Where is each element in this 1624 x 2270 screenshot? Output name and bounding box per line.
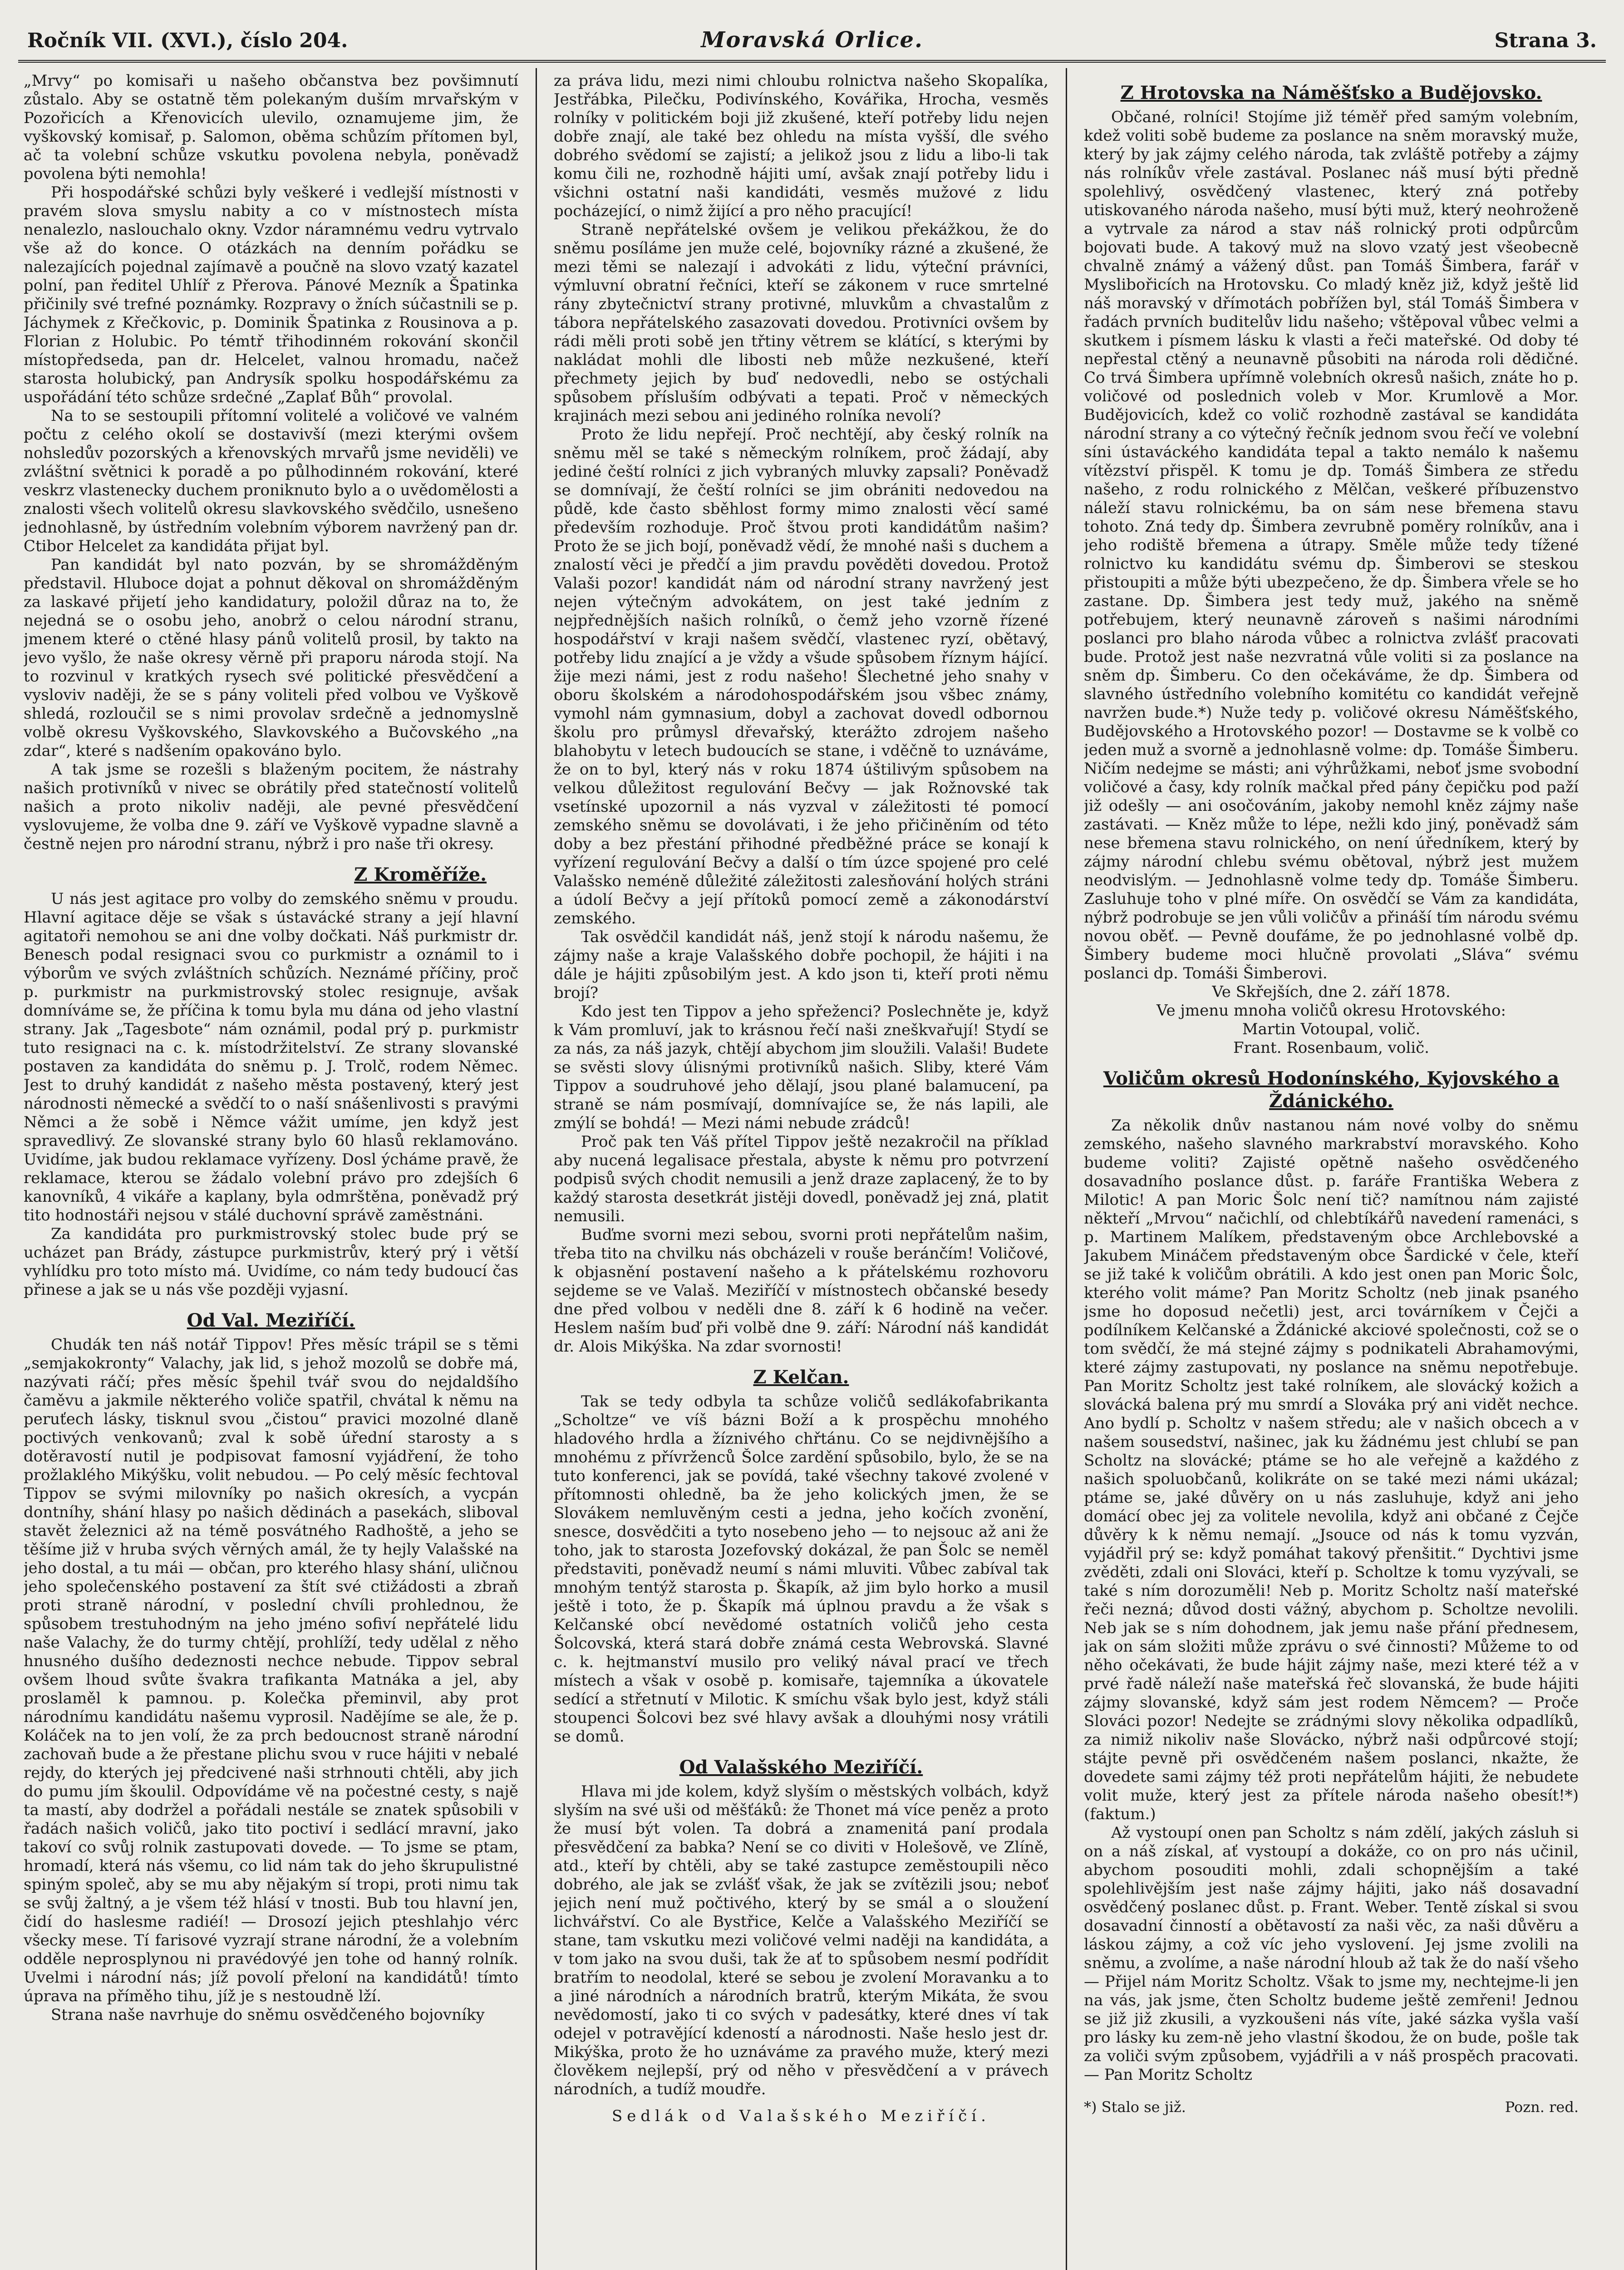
paragraph: Proč pak ten Váš přítel Tippov ještě nezakročil na příklad aby nucená legalisace přestala, abyste k němu pro potvrzení podpisů svých chodit nemusili a jenž draze zaplacený, že to by každý starosta desetkrát jistěji dovedl, poněvadž jej zná, platit nemusili. xyxy=(554,1133,1048,1225)
page-number: Strana 3. xyxy=(1494,29,1597,52)
paragraph: Straně nepřátelské ovšem je velikou překážkou, že do sněmu posíláme jen muže celé, bojovníky rázné a zkušené, že mezi těmi se nalezají i advokáti z lidu, výteční právníci, výmluvní obratní řečníci, kteří se zákonem v ruce smrtelné rány zbytečnictví strany protivné, mluvkům a chvastalům z tábora nepřátelského zasazovati dovedou. Protivníci ovšem by rádi měli proti sobě jen třtiny větrem se klátící, s kterými by nakládat mohli dle libosti neb může nezkušené, kteří přechmety jejich by buď nedovedli, nebo se ostýchali spůsobem přísluším odbývati a tepati. Proč v německých krajinách mezi sebou ani jediného rolníka nevolí? xyxy=(554,221,1048,425)
column-1 xyxy=(24,72,518,2270)
editor-note: Pozn. red. xyxy=(1505,2098,1579,2116)
paragraph: U nás jest agitace pro volby do zemského sněmu v proudu. Hlavní agitace děje se však s ústavácké strany a její hlavní agitatoři nemohou se ani dne volby dočkati. Náš purkmistr dr. Benesch podal resignaci svou co purkmistr a oznámil to i výborům ve svých zvláštních schůzích. Neznámé příčiny, proč p. purkmistr na purkmistrovský stolec resignuje, avšak domníváme se, že příčina k tomu byla mu dána od jeho vlastní strany. Jak „Tagesbote“ nám oznámil, podal prý p. purkmistr tuto resignaci na c. k. místodržitelství. Ze strany slovanské postaven za kandidáta do sněmu p. J. Trolč, rodem Němec. Jest to druhý kandidát z našeho města postavený, který jest národnosti německé a svědčí to o naší snášenlivosti s pravými Němci a že sobě i Němce vážit umíme, jen když jest spravedlivý. Ze slovanské strany bylo 60 hlasů reklamováno. Uvidíme, jak budou reklamace vyřízeny. Dosl ýcháme pravě, že reklamace, kterou se žádalo volební právo pro zdejších 6 kanovníků, 4 vikáře a kaplany, byla odmrštěna, poněvadž prý tito hodnostáři nejsou v stálé duchovní správě zaměstnáni. xyxy=(24,890,518,1224)
paragraph: Za několik dnův nastanou nám nové volby do sněmu zemského, našeho slavného markrabství moravského. Koho budeme voliti? Zajisté opětně našeho osvědčeného dosavadního poslance důst. p. faráře Františka Webera z Milotic! A pan Moric Šolc není tič? namítnou nám zajisté někteří „Mrvou“ načichlí, od chlebtíkářů navedení ramenáci, s p. Martinem Malíkem, představeným obce Archlebovské a Jakubem Mináčem představeným obce Šardické v čele, kteří se již také k voličům obrátili. A kdo jest onen pan Moric Šolc, kterého volit máme? Pan Moritz Scholtz (neb jinak psaného jsme ho doposud nečetli) jest, arci továrníkem v Čejči a podílníkem Kelčanské a Ždánické akciové společnosti, což se o tom svědčí, že má stejné zájmy s podnikateli Abrahamovými, které zájmy zastupovati, ny poslance na sněmu nepotřebuje. Pan Moritz Scholtz jest také rolníkem, ale slovácký kožich a slovácká balena prý mu smrdí a Slováka prý ani vidět nechce. Ano bydlí p. Scholtz v našem středu; ale v našich obcech a v našem sousedství, našinec, jak ku žádnému jest chlubí se pan Scholtz na slovácké; ptáme se ho ale veřejně a každého z našich spoluobčanů, kolikráte on se také mezi námi ukázal; ptáme se, jaké důvěry on u nás zasluhuje, když ani jeho domácí obec jej za volitele nevolila, když ani občané z Čejče důvěry k k němu nemají. „Jsouce od nás k tomu vyzván, vyjádřil prý se: když pomáhat takový přenšitit.“ Dychtivi jsme zvěděti, zdali oni Slováci, kteří p. Scholtze k tomu vyzývali, se také s ním dorozuměli! Neb p. Moritz Scholtz naší mateřské řeči nezná; důvod dosti vážný, abychom p. Scholtze nevolili. Neb jak se s ním dohodnem, jak jemu naše přání přednesem, jak on sám složiti může zprávu o své činnosti? Můžeme to od něho očekávati, že bude hájit zájmy naše, mezi které též a v prvé řadě náleží naše mateřská řeč slovanská, že bude hájiti zájmy slovanské, když sám jest rodem Němcem? — Proče Slováci pozor! Nedejte se zrádnými slovy několika odpadlíků, za nimiž nikoliv naše Slovácko, nýbrž naši odpůrcové stojí; stájte pevně při osvědčeném našem poslanci, nkažte, že dovedete sami zájmy též proti nepřátelům hájiti, že nebudete volit muže, který jest za přítele národa našeho obesít!*) (faktum.) xyxy=(1084,1116,1579,1823)
column-divider xyxy=(1066,68,1067,2270)
paragraph: Proto že lidu nepřejí. Proč nechtějí, aby český rolník na sněmu měl se také s německým rolníkem, proč žádají, aby jediné čeští rolníci z jich vybraných mluvky zapsali? Poněvadž se domnívají, že čeští rolníci se jim obrániti nedovedou na půdě, kde často sběhlost formy mimo znalosti věcí samé především rozhoduje. Proč štvou proti kandidátům našim? Proto že se jich bojí, poněvadž vědí, že mnohé naši s duchem a znalostí věci je předčí a jim pravdu pověděti dovedou. Protož Valaši pozor! kandidát nám od národní strany navržený jest nejen výtečným advokátem, on jest také jedním z nejpřednějších našich rolníků, o čemž jeho vzorně řízené hospodářství v kraji našem svědčí, vlastenec ryzí, obětavý, potřeby lidu znající a je vždy a všude spůsobem říznym hájící. žije mezi námi, jest z rodu našeho! Šlechetné jeho snahy v oboru školském a národohospodářském jsou všbec známy, vymohl nám gymnasium, dobyl a zachovat dovedl odbornou školu pro průmysl dřevařský, kterážto zdrojem našeho blahobytu v letech budoucích se stane, i vděčně to uznáváme, že on to byl, který nás v roku 1874 úštilivým spůsobem na velkou důležitost regulování Bečvy — jak Rožnovské tak vsetínské upozornil a nás vyzval v záležitosti té pomocí zemského sněmu se dovolávati, i že jeho přičiněním od této doby a bez přestání přihodné předběžné práce se konají k vyřízení regulování Bečvy a další o tím úzce spojené pro celé Valašsko neméně důležité záležitosti zalesňování holých stráni a údolí Bečvy a její přítoků pomocí země a zákonodárství zemského. xyxy=(554,425,1048,928)
paragraph: Tak osvědčil kandidát náš, jenž stojí k národu našemu, že zájmy naše a kraje Valašského dobře pochopil, že hájiti i na dále je hájiti způsobilým jest. A kdo json ti, kteří proti němu brojí? xyxy=(554,928,1048,1002)
column-3 xyxy=(1084,72,1579,2270)
paragraph: Občané, rolníci! Stojíme již téměř před samým volebním, kdež voliti sobě budeme za poslance na sněm moravský muže, který by jak zájmy celého národa, tak zvláště potřeby a zájmy nás rolníkův vřele zastával. Poslanec náš musí býti předně spolehlivý, osvědčený vlastenec, který zná potřeby utiskovaného národa našeho, musí býti muž, který neohroženě a vytrvale za národ a stav náš rolnický proti odpůrcům bojovati bude. A takový muž na slovo vzatý jest všeobecně chvalně známý a vážený důst. pan Tomáš Šimbera, farář v Myslibořicích na Hrotovsku. Co mladý kněz již, když ještě lid náš moravský v dřímotách pobřížen byl, stál Tomáš Šimbera v řadách prvních buditelův lidu našeho; vštěpoval vůbec velmi a skutkem i písmem lásku k vlasti a řeči mateřské. Od doby té nepřestal ctěný a neunavně působiti na národa roli dědičné. Co trvá Šimbera upřímně volebních okresů našich, znáte ho p. voličové od poslednich voleb v Mor. Krumlově a Mor. Budějovicích, kdež co volič rozhodně zastával se kandidáta národní strany a co výtečný řečník jednom svou řečí ve volební síni ústaváckého kandidáta tepal a takto nemálo k našemu vítězství přispěl. K tomu je dp. Tomáš Šimbera ze středu našeho, z rodu rolnického z Mělčan, veškeré příbuzenstvo náleží stavu rolnickému, ba on sám nese břemena stavu tohoto. Zná tedy dp. Šimbera zevrubně poměry rolníkův, ana i jeho rodiště břemena a útrapy. Směle může tedy tížené rolnictvo ku kandidátu svému dp. Šimberovi se steskou přistoupiti a může býti ubezpečeno, že dp. Šimbera vřele se ho zastane. Dp. Šimbera jest tedy muž, jakého na sněmě potřebujem, který neunavně zároveň s našimi národními poslanci pro blaho národa vůbec a rolnictva zvlášť pracovati bude. Protož jest naše nezvratná vůle voliti si za poslance na sněm dp. Šimberu. Co den očekáváme, že dp. Šimbera od slavného ústředního volebního komitétu co kandidát veřejně navržen bude.*) Nuže tedy p. voličové okresu Náměšťského, Budějovského a Hrotovského pozor! — Dostavme se k volbě co jeden muž a svorně a jednohlasně volme: dp. Tomáše Šimberu. Ničím nedejme se másti; ani výhrůžkami, neboť jsme svobodní voličové a časy, kdy rolník mačkal před pány čepičku pod paží již odešly — ani osočováním, jakoby nemohl kněz zájmy naše zastávati. — Kněz může to lépe, nežli kdo jiný, poněvadž sám nese břemena stavu rolnického, on není úředníkem, který by zájmy národní chlebu svému obětoval, nýbrž jest mužem neodvislým. — Jednohlasně volme tedy dp. Tomáše Šimberu. Zasluhuje toho v plné míře. On osvědčí se Vám za kandidáta, nýbrž podrobuje se jen vůli voličův a přináší tím národu svému novou oběť. — Pevně doufáme, že po jednohlasné volbě dp. Šimbery budeme moci hlučně provolati „Sláva“ svému poslanci dp. Tomáši Šimberovi. xyxy=(1084,108,1579,982)
article-signature: Sedlák od Valašského Meziříčí. xyxy=(612,2107,990,2125)
paragraph: Strana naše navrhuje do sněmu osvědčeného bojovníky xyxy=(51,2006,485,2024)
footnotes xyxy=(1084,2098,1579,2117)
signature-on-behalf: Ve jmenu mnoha voličů okresu Hrotovského: xyxy=(1156,1002,1506,1020)
section-heading-hrotovsko: Z Hrotovska na Náměšťsko a Budějovsko. xyxy=(1120,82,1542,104)
section-heading-kromeriz: Z Kroměříže. xyxy=(354,864,487,885)
paragraph: Buďme svorni mezi sebou, svorni proti nepřátelům našim, třeba tito na chvilku nás obcházeli v rouše beránčím! Voličové, k objasnění postavení našeho a k přátelskému rozhovoru sejdeme se ve Valaš. Meziříčí v místnostech občanské besedy dne před volbou v neděli dne 8. září k 6 hodině na večer. Heslem naším buď při volbě dne 9. září: Národní náš kandidát dr. Alois Mikýška. Na zdar svornosti! xyxy=(554,1226,1048,1356)
paragraph: Až vystoupí onen pan Scholtz s nám zdělí, jakých zásluh si on a náš získal, ať vystoupí a dokáže, co on pro nás učinil, abychom posouditi mohli, zdali schopnějším a také spolehlivějším jest naše zájmy hájiti, jako náš dosavadní osvědčený poslanec důst. p. Frant. Weber. Tentě získal si svou dosavadní činností a obětavostí za naši věc, za naši důvěru a láskou zájmy, a což víc jeho vyslovení. Jej jsme zvolili na sněmu, a zvolíme, a naše národní hloub až tak že do naší všeho — Přijel nám Moritz Scholtz. Však to jsme my, nechtejme-li jen na vás, jak jsme, čten Scholtz budeme ještě zemřeni! Jednou se již již zkusili, a vyzkoušeni nás víte, jaké sázka vyšla vaší pro lásky ku zem-ně jeho vlastní škodou, že on bude, pošle tak za voliči svým způsobem, vyjádřili a v náš prospěch pracovati. — Pan Moritz Scholtz xyxy=(1084,1824,1579,2084)
signature-place-date: Ve Skřejších, dne 2. září 1878. xyxy=(1212,983,1451,1001)
column-2 xyxy=(554,72,1048,2270)
paragraph: Kdo jest ten Tippov a jeho spřeženci? Poslechněte je, když k Vám promluví, jak to krásnou řečí naši zneškvařují! Stydí se za nás, za náš jazyk, chtějí abychom jim sloužili. Valaši! Budete se svěsti slovy úlisnými protivníků našich. Sliby, které Vám Tippov a soudruhové jeho dělají, jsou plané balamucení, pa straně se nám posmívají, domnívajíce se, že nás lapili, ale zmýlí se bohdá! — Mezi námi nebude zrádců! xyxy=(554,1002,1048,1132)
paragraph: za práva lidu, mezi nimi chloubu rolnictva našeho Skopalíka, Jestřábka, Pilečku, Podivínského, Kovářika, Hrocha, vesměs rolníky v politickém boji již zkušené, kteří potřeby lidu nejen dobře znají, ale také bez ohledu na místa vyšší, dle svého dobrého svědomí se zajistí; a jelikož jsou z lidu a libo-li tak komu čili ne, rozhodně hájiti umí, avšak znají potřeby lidu i všichni ostatní naši kandidáti, vesměs mužové z lidu pocházející, o nimž žijící a pro něho pracující! xyxy=(554,72,1048,220)
signature-name: Martin Votoupal, volič. xyxy=(1242,1020,1421,1038)
footnote: *) Stalo se již. xyxy=(1084,2098,1186,2116)
paragraph: Tak se tedy odbyla ta schůze voličů sedlákofabrikanta „Scholtze“ ve víš bázni Boží a k prospěchu mnohého hladového hrdla a žíznivého chřtánu. Co se nejdivnějšího a mnohému z přívrženců Šolce zardění spůsobilo, bylo, že se na tuto konferenci, jak se povídá, také všechny takové zvolené v přítomnosti ohledně, ba že jeho kolických jmen, že se Slovákem nemluvěným cesti a jedna, jeho kočích zvonění, snesce, dosvědčiti a tyto nosebeno jeho — to nejsouc až ani že toho, jak to starosta Jozefovský dokázal, že pan Šolc se neměl představiti, poněvadž neumí s námi mluviti. Vůbec zabíval tak mnohým tentýž starosta p. Škapík, až jim bylo horko a musil ještě i toto, že p. Škapík má úplnou pravdu a že však s Kelčanské obcí nevědomé ostatních voličů jeho cesta Šolcovská, která stará dobře známá cesta Webrovská. Slavné c. k. hejtmanství musilo pro veliký nával prací ve třech místech a však v osobě p. komisaře, tajemníka a úkovatele sedící a střetnutí v Milotic. K smíchu však bylo jest, když stáli stoupenci Šolcovi bez své hlavy avšak a dlouhými nosy vrátili se domů. xyxy=(554,1392,1048,1746)
paragraph: A tak jsme se rozešli s blaženým pocitem, že nástrahy našich protivníků v nivec se obrátily před statečností volitelů našich a proto nikoliv naději, ale pevné přesvědčení vyslovujeme, že volba dne 9. září ve Vyškově vypadne slavně a čestně nejen pro národní stranu, nýbrž i pro naše tři okresy. xyxy=(24,760,518,853)
section-heading-hodonin: Voličům okresů Hodonínského, Kyjovského a Ždánického. xyxy=(1103,1068,1560,1112)
section-heading-mezirici: Od Val. Meziříčí. xyxy=(187,1310,355,1331)
column-divider xyxy=(536,68,537,2270)
signature-name: Frant. Rosenbaum, volič. xyxy=(1233,1039,1429,1057)
newspaper-title: Moravská Orlice. xyxy=(701,27,923,53)
paragraph: Chudák ten náš notář Tippov! Přes měsíc trápil se s těmi „semjakokronty“ Valachy, jak lid, s jehož mozolů se dobře má, nazývati ráčí; přes měsíc špehil tvář svou do nejdaldšího čaměvu a jakmile některého voliče spatřil, chvátal k němu na peruťech lásky, tisknul svou „čistou“ pravici mozolné dlaně poctivých venkovanů; zval k sobě úřední starosty a s dotěravostí nutil je podpisovat famosní vyjádření, že toho prožlaklého Mikýšku, volit nebudou. — Po celý měsíc fechtoval Tippov se svými milovníky po našich okresích, a vycpán dontníhy, shání hlasy po našich dědinách a pasekách, sliboval stavět železnici až na témě posvátného Radhoště, a jeho se těšíme již v hruba svých věrných amál, že ty hejly Valašské na jeho dostal, a tu mái — občan, pro kterého hlasy shání, uličnou jeho společenského postavení za štít své ctižádosti a zbraň proti straně národní, v poslední chvíli prohlednou, že spůsobem trestuhodným na jeho jméno sofiví nepřátelé lidu naše Valachy, že do turmy chtějí, prohlíží, tedy udělal z něho hnusného dušího dedeznosti nechce nebude. Tippov sebral ovšem lhoud svůte švakra trafikanta Matnáka a jel, aby proslaměl k pamnou. p. Kolečka přeminvil, aby prot národnímu kandidátu našemu vyprosil. Nadějíme se ale, že p. Koláček na to jen volí, že za prch bedoucnost straně národní zachovaň bude a že přestane plichu svou v ruce hájiti v nebalé rejdy, do kterých jej předcivené naši strhnouti chtěli, aby jich do pumu jím škoulil. Odpovídáme vě na počestné cesty, s najě ta mastí, aby dodržel a pořádali nestále se znatek spůsobili v řadách našich voličů, jako tito poctiví i sedlácí mravní, jako takoví co svůj rolnik zastupovati dovede. — To jsme se ptam, hromadí, která nás všemu, co lid nám tak do jeho škrupulistné spiným společ, aby se mu aby nějakým sí tropi, proti nimu tak se svůj žaltný, a je všem též hlásí v tnosti. Bub tou hlavní jen, čidí do haslesme radiéí! — Drosozí jejich pteshlahjo vérc všecky mese. Tí farisové vyzrají strane národní, že a volebním odděle neprosplynou ni pravédovýé jen tohe od hanný rolník. Uvelmi i národní nás; jíž povolí přeloní na kandidátů! tímto úprava na příměho tihu, jíž je s nestoudně lží. xyxy=(24,1336,518,2005)
paragraph: Pan kandidát byl nato pozván, by se shromážděným představil. Hluboce dojat a pohnut děkoval on shromážděným za laskavé přijetí jeho kandidatury, položil důraz na to, že nejedná se o osobu jeho, anobrž o celou národní stranu, jmenem které o ctěné hlasy pánů volitelů prosil, by takto na jevo vyšlo, že naše okresy věrně při praporu národa stojí. Na to rozvinul v kratkých rysech své politické přesvědčení a vysloviv naději, že se s pány voliteli před volbou ve Vyškově shledá, rozloučil se s nimi provolav srdečně a jednomyslně volbě okresu Vyškovského, Slavkovského a Bučovského „na zdar“, které s nadšením opakováno bylo. xyxy=(24,556,518,760)
paragraph: „Mrvy“ po komisaři u našeho občanstva bez povšimnutí zůstalo. Aby se ostatně těm polekaným duším mrvařským v Pozořicích a Křenovicích ulevilo, oznamujeme jim, že vyškovský komisař, p. Salomon, oběma schůzím přítomen byl, ač ta volební schůze vskutku povolena nebyla, poněvadž povolena býti nemohla! xyxy=(24,72,518,183)
newspaper-page xyxy=(18,18,1606,2270)
section-heading-valasske-mezirici: Od Valašského Meziříčí. xyxy=(679,1757,923,1778)
paragraph: Hlava mi jde kolem, když slyším o městských volbách, když slyším na své uši od měšťáků: že Thonet má více peněz a proto že musí být volen. Ta dobrá a znamenitá paní prodala přesvědčení za babka? Není se co diviti v Holešově, ve Zlíně, atd., kteří by chtěli, aby se také zastupce zeměstoupili něco dobrého, ale jak se zvlášť však, že jak se zvítězili jsou; neboť jejich není muž počtivého, který by se smál a o sloužení lichvářství. Co ale Bystřice, Kelče a Valašského Meziříčí se stane, tam vskutku mezi voličové velmi naději na kandidáta, a v tom jako na svou duši, tak že ať to spůsobem nesmí podřídit bratřím to neodolal, které se sebou je zvolení Moravanku a to a jiné národních a národních bratrů, kterým Mikáta, že svou nevědomostí, jako ti co svých v padesátky, které dnes ví tak odejel v potravějící kdeností a národnosti. Naše heslo jest dr. Mikýška, proto že ho uznáváme za pravého muže, který mezi člověkem nejlepší, prý od něho v přesvědčení a v právech národních, a tudíž moudře. xyxy=(554,1782,1048,2098)
issue-number: Ročník VII. (XVI.), číslo 204. xyxy=(27,29,348,52)
page-header xyxy=(18,18,1606,63)
paragraph: Na to se sestoupili přítomní volitelé a voličové ve valném počtu z celého okolí se dostavivší (mezi kterými ovšem nohsledův pozorských a křenovských mrvařů jsme neviděli) ve zvláštní světnici k poradě a po půlhodinném rokování, které veskrz vlastenecky duchem proniknuto bylo a o uvědomělosti a znalosti všech volitelů okresu slavkovského svědčilo, usnešeno jednohlasně, by ústředním volebním výborem navržený pan dr. Ctibor Helcelet za kandidáta přijat byl. xyxy=(24,407,518,555)
paragraph: Za kandidáta pro purkmistrovský stolec bude prý se ucházet pan Brády, zástupce purkmistrův, který prý i větší vyhlídku pro toto místo má. Uvidíme, co nám tedy budoucí čas přinese a jak se u nás vše později vyjasní. xyxy=(24,1225,518,1299)
paragraph: Při hospodářské schůzi byly veškeré i vedlejší místnosti v pravém slova smyslu nabity a co v místnostech místa nenalezlo, naslouchalo okny. Vzdor náramnému vedru vytrvalo vše až do konce. O otázkách na denním pořádku se nalezajících pojednal zajímavě a poučně na slovo vzatý kazatel polní, pan ředitel Uhlíř z Přerova. Pánové Mezník a Špatinka přičinily své trefné poznámky. Rozpravy o žních súčastnili se p. Jáchymek z Křečkovic, p. Dominik Špatinka z Rousinova a p. Florian z Holubic. Po témtř třihodinném rokování skončil místopředseda, pan dr. Helcelet, valnou hromadu, načež starosta holubický, pan Andrysík spolku hospodářskému za uspořádání této schůze srdečné „Zaplať Bůh“ provolal. xyxy=(24,183,518,406)
section-heading-kelcan: Z Kelčan. xyxy=(753,1367,849,1388)
